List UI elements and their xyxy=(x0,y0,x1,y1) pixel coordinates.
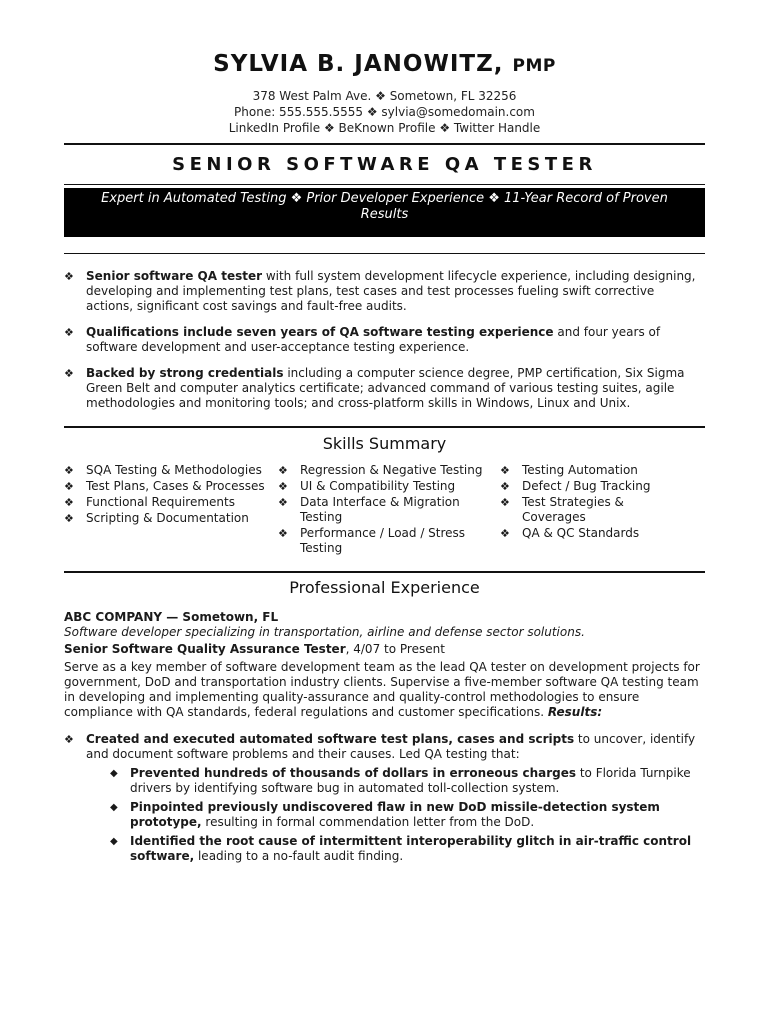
name-text: SYLVIA B. JANOWITZ, xyxy=(213,51,504,77)
results-label: Results: xyxy=(547,705,603,719)
summary-text: with full system development lifecycle experience, including designing, developing and implementing test plans, test cases and test processes fueling swift corrective actions, significant cost savings and fault-free audits. xyxy=(86,269,696,313)
sub-achievement-item xyxy=(108,766,705,796)
summary-text: including a computer science degree, PMP certification, Six Sigma Green Belt and computer analytics certificate; advanced command of various testing suites, agile methodologies and monitoring tools; and cross-platform skills in Windows, Linux and Unix. xyxy=(86,366,685,410)
diamond-bullet-icon: ❖ xyxy=(64,496,74,509)
achievement-text: to uncover, identify and document software problems and their causes. Led QA testing that: xyxy=(86,732,696,761)
diamond-bullet-icon: ❖ xyxy=(278,464,288,477)
summary-list xyxy=(64,269,705,411)
resume-page xyxy=(64,0,705,868)
diamond-bullet-icon: ❖ xyxy=(64,464,74,477)
banner-line: Results xyxy=(360,207,409,222)
diamond-bullet-icon: ◆ xyxy=(110,836,118,847)
sub-achievement-text: resulting in formal commendation letter from the DoD. xyxy=(201,815,535,829)
job-description xyxy=(64,660,705,720)
sub-achievement-item xyxy=(108,800,705,830)
skill-text: Test Strategies & Coverages xyxy=(522,495,624,524)
skill-text: UI & Compatibility Testing xyxy=(300,479,456,493)
sub-achievement-text: to Florida Turnpike drivers by identifying software bug in automated toll-collection system. xyxy=(130,766,691,795)
summary-highlight: Qualifications include seven years of QA software testing experience xyxy=(86,325,554,339)
diamond-bullet-icon: ❖ xyxy=(64,270,74,283)
experience-title: Professional Experience xyxy=(289,578,480,597)
achievement-highlight: Created and executed automated software test plans, cases and scripts xyxy=(86,732,575,746)
diamond-bullet-icon: ◆ xyxy=(110,768,118,779)
diamond-bullet-icon: ❖ xyxy=(500,527,510,540)
divider xyxy=(64,184,705,185)
job-heading xyxy=(64,641,705,657)
company-name: ABC COMPANY — Sometown, FL xyxy=(64,610,279,624)
summary-text: and four years of software development and user-acceptance testing experience. xyxy=(86,325,661,354)
sub-achievement-list xyxy=(108,766,705,864)
skill-text: Defect / Bug Tracking xyxy=(522,479,651,493)
sub-achievement-item xyxy=(108,834,705,864)
skill-text: QA & QC Standards xyxy=(522,526,640,540)
skills-column xyxy=(278,463,500,557)
skill-item xyxy=(64,479,278,494)
sub-achievement-text: leading to a no-fault audit finding. xyxy=(194,849,404,863)
diamond-bullet-icon: ❖ xyxy=(64,733,74,746)
diamond-bullet-icon: ◆ xyxy=(110,802,118,813)
summary-item xyxy=(64,269,705,314)
skill-item xyxy=(64,463,278,478)
diamond-bullet-icon: ❖ xyxy=(500,464,510,477)
diamond-bullet-icon: ❖ xyxy=(64,512,74,525)
skill-item xyxy=(278,495,500,525)
skill-item xyxy=(278,479,500,494)
diamond-bullet-icon: ❖ xyxy=(64,367,74,380)
achievement-item xyxy=(64,732,705,864)
banner-line: Expert in Automated Testing ❖ Prior Developer Experience ❖ 11-Year Record of Proven xyxy=(101,191,668,206)
diamond-bullet-icon: ❖ xyxy=(64,480,74,493)
skill-text: Regression & Negative Testing xyxy=(300,463,483,477)
skills-column xyxy=(500,463,690,557)
achievement-list xyxy=(64,732,705,864)
skill-text: SQA Testing & Methodologies xyxy=(86,463,262,477)
headline-banner xyxy=(64,188,705,237)
skill-text: Scripting & Documentation xyxy=(86,511,249,525)
summary-highlight: Senior software QA tester xyxy=(86,269,263,283)
skill-text: Performance / Load / Stress Testing xyxy=(300,526,466,555)
divider xyxy=(64,253,705,254)
skills-column xyxy=(64,463,278,557)
sub-achievement-highlight: Pinpointed previously undiscovered flaw in new DoD missile-detection system prototype, xyxy=(130,800,660,829)
skill-text: Test Plans, Cases & Processes xyxy=(86,479,265,493)
sub-achievement-highlight: Identified the root cause of intermittent interoperability glitch in air-traffic control software, xyxy=(130,834,692,863)
job-description-text: Serve as a key member of software development team as the lead QA tester on development projects for government, DoD and transportation industry clients. Supervise a five-member software QA testing team in developing and implementing quality-assurance and quality-control methodologies to ensure compliance with QA standards, federal regulations and customer specifications. xyxy=(64,660,700,719)
headline-title: SENIOR SOFTWARE QA TESTER xyxy=(172,154,597,175)
skill-item xyxy=(278,526,500,556)
job-title: Senior Software Quality Assurance Tester xyxy=(64,642,346,656)
skill-item xyxy=(278,463,500,478)
skill-item xyxy=(500,495,690,525)
company-description: Software developer specializing in transportation, airline and defense sector solutions. xyxy=(64,625,585,639)
skill-item xyxy=(500,463,690,478)
divider xyxy=(64,143,705,145)
skill-text: Functional Requirements xyxy=(86,495,235,509)
skills-grid xyxy=(64,463,705,557)
divider xyxy=(64,571,705,573)
diamond-bullet-icon: ❖ xyxy=(278,527,288,540)
skill-item xyxy=(64,511,278,526)
skills-title: Skills Summary xyxy=(322,434,447,453)
summary-highlight: Backed by strong credentials xyxy=(86,366,284,380)
skill-item xyxy=(64,495,278,510)
contact-profiles: LinkedIn Profile ❖ BeKnown Profile ❖ Twitter Handle xyxy=(228,121,541,135)
diamond-bullet-icon: ❖ xyxy=(64,326,74,339)
skill-item xyxy=(500,526,690,541)
diamond-bullet-icon: ❖ xyxy=(278,496,288,509)
divider xyxy=(64,426,705,428)
diamond-bullet-icon: ❖ xyxy=(500,496,510,509)
name-credential: PMP xyxy=(512,56,556,76)
skill-item xyxy=(500,479,690,494)
diamond-bullet-icon: ❖ xyxy=(500,480,510,493)
job-dates: , 4/07 to Present xyxy=(345,642,445,656)
diamond-bullet-icon: ❖ xyxy=(278,480,288,493)
candidate-name xyxy=(64,50,705,80)
contact-address: 378 West Palm Ave. ❖ Sometown, FL 32256 xyxy=(252,89,517,103)
sub-achievement-highlight: Prevented hundreds of thousands of dollars in erroneous charges xyxy=(130,766,577,780)
summary-item xyxy=(64,325,705,355)
summary-item xyxy=(64,366,705,411)
skill-text: Testing Automation xyxy=(522,463,638,477)
contact-phone-email: Phone: 555.555.5555 ❖ sylvia@somedomain.com xyxy=(234,105,535,119)
skill-text: Data Interface & Migration Testing xyxy=(300,495,460,524)
